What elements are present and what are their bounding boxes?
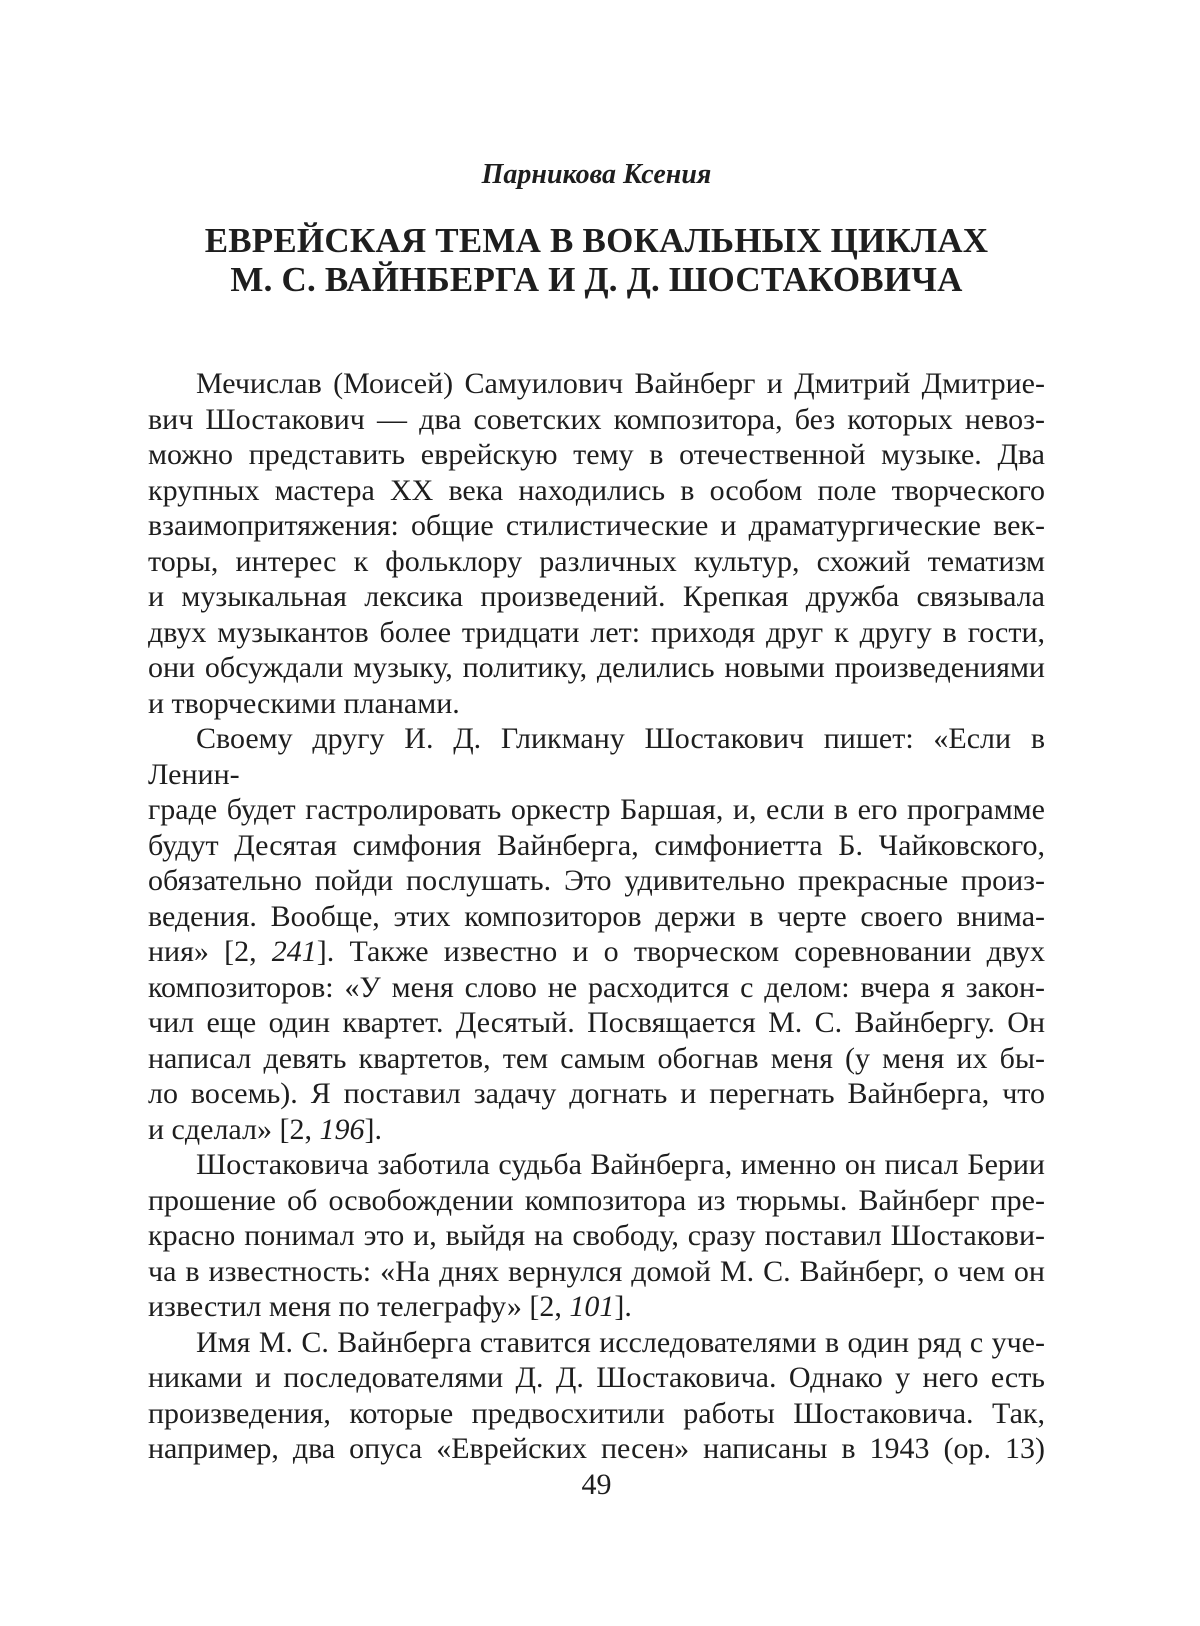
text-line: и музыкальная лексика произведений. Крепкая дружба связывала [148, 580, 1045, 613]
paragraph [148, 1147, 1045, 1325]
paragraph [148, 366, 1045, 721]
title-line-2: М. С. ВАЙНБЕРГА И Д. Д. ШОСТАКОВИЧА [230, 260, 963, 299]
text-line: прошение об освобождении композитора из тюрьмы. Вайнберг пре- [148, 1183, 1045, 1217]
text-line: написал девять квартетов, тем самым обогнав меня (у меня их бы- [148, 1041, 1045, 1075]
text-line: ведения. Вообще, этих композиторов держи в черте своего внима- [148, 899, 1045, 933]
text-line: известил меня по телеграфу» [2, 101]. [148, 1290, 632, 1323]
text-line: никами и последователями Д. Д. Шостаковича. Однако у него есть [148, 1361, 1045, 1394]
text-line: вич Шостакович — два советских композитора, без которых невоз- [148, 402, 1045, 436]
text-line: взаимопритяжения: общие стилистические и драматургические век- [148, 509, 1045, 542]
paragraph [148, 1325, 1045, 1467]
text-line: ния» [2, 241]. Также известно и о творческом соревновании двух [148, 935, 1046, 968]
text-line: крупных мастера XX века находились в особом поле творческого [148, 473, 1045, 507]
author-line: Парникова Ксения [481, 159, 712, 190]
text-line: будут Десятая симфония Вайнберга, симфониетта Б. Чайковского, [148, 828, 1045, 862]
text-line: произведения, которые предвосхитили работы Шостаковича. Так, [148, 1396, 1045, 1430]
text-line: обязательно пойди послушать. Это удивительно прекрасные произ- [148, 864, 1045, 897]
text-line: чил еще один квартет. Десятый. Посвящается М. С. Вайнбергу. Он [148, 1006, 1045, 1039]
text-line: композиторов: «У меня слово не расходится с делом: вчера я закон- [148, 970, 1045, 1004]
text-line: и творческими планами. [148, 686, 460, 720]
body-paragraphs [148, 366, 1045, 1467]
text-line: Шостаковича заботила судьба Вайнберга, именно он писал Берии [196, 1148, 1045, 1181]
text-line: Мечислав (Моисей) Самуилович Вайнберг и Дмитрий Дмитрие- [196, 367, 1045, 400]
text-line: красно понимал это и, выйдя на свободу, сразу поставил Шостакови- [148, 1219, 1045, 1252]
text-line: ло восемь). Я поставил задачу догнать и перегнать Вайнберга, что [148, 1077, 1045, 1110]
title-line-1: ЕВРЕЙСКАЯ ТЕМА В ВОКАЛЬНЫХ ЦИКЛАХ [204, 221, 989, 260]
page-number: 49 [581, 1468, 612, 1501]
text-line: они обсуждали музыку, политику, делились новыми произведениями [148, 651, 1045, 684]
text-line: Своему другу И. Д. Гликману Шостакович пишет: «Если в Ленин- [148, 722, 1045, 791]
text-line: можно представить еврейскую тему в отечественной музыке. Два [148, 438, 1045, 471]
article-title [148, 221, 1045, 299]
text-line: Имя М. С. Вайнберга ставится исследователями в один ряд с уче- [196, 1325, 1045, 1359]
text-block [148, 0, 1045, 1626]
text-line: например, два опуса «Еврейских песен» написаны в 1943 (ор. 13) [148, 1432, 1045, 1465]
paragraph [148, 721, 1045, 1147]
text-line: ча в известность: «На днях вернулся домой М. С. Вайнберг, о чем он [148, 1254, 1045, 1288]
text-line: торы, интерес к фольклору различных культур, схожий тематизм [148, 544, 1045, 578]
text-line: и сделал» [2, 196]. [148, 1112, 382, 1146]
text-line: граде будет гастролировать оркестр Баршая, и, если в его программе [148, 793, 1045, 826]
text-line: двух музыкантов более тридцати лет: приходя друг к другу в гости, [148, 615, 1045, 649]
